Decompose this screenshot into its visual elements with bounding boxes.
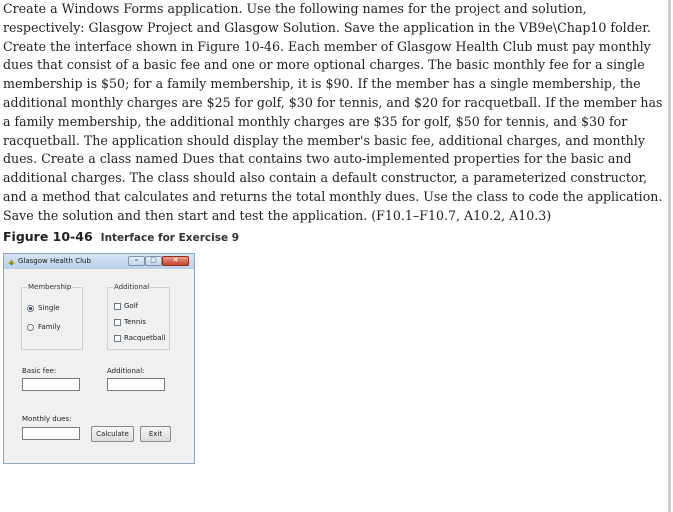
exercise-paragraph: Create a Windows Forms application. Use the following names for the project and solution, respectively: Glasgow Project and Glasgow Solution. Save the application in the VB9e\Chap10 folder. Create the interface shown in Figure 10-46. Each member of Glasgow Health Club must pay monthly dues that consist of a basic fee and one or more optional charges. The basic monthly fee for a single membership is $50; for a family membership, it is $90. If the member has a single membership, the additional monthly charges are $25 for golf, $30 for tennis, and $20 for racquetball. If the member has a family membership, the additional monthly charges are $35 for golf, $50 for tennis, and $30 for racquetball. The application should display the member's basic fee, additional charges, and monthly dues. Create a class named Dues that contains two auto-implemented properties for the basic and additional charges. The class should also contain a default constructor, a parameterized constructor, and a method that calculates and returns the total monthly dues. Use the class to code the application. Save the solution and then start and test the application. (F10.1–F10.7, A10.2, A10.3) bbox=[3, 1, 663, 223]
maximize-icon: □ bbox=[150, 256, 157, 264]
figure-label: Figure 10-46 bbox=[3, 229, 93, 244]
minimize-button[interactable] bbox=[128, 256, 145, 266]
membership-group-title: Membership bbox=[28, 283, 72, 291]
figure-caption: Interface for Exercise 9 bbox=[100, 232, 240, 244]
window-title: Glasgow Health Club bbox=[18, 257, 91, 265]
monthly-dues-label: Monthly dues: bbox=[22, 415, 72, 423]
single-radio-label[interactable]: Single bbox=[38, 304, 60, 312]
basic-fee-output bbox=[22, 378, 80, 391]
figure-title bbox=[3, 229, 239, 244]
racquetball-checkbox-label[interactable]: Racquetball bbox=[124, 334, 166, 342]
membership-group bbox=[21, 283, 83, 350]
additional-group bbox=[107, 283, 170, 350]
close-button[interactable] bbox=[162, 256, 189, 266]
tennis-checkbox[interactable] bbox=[114, 319, 121, 326]
page-edge-rule bbox=[668, 0, 671, 512]
additional-label: Additional: bbox=[107, 367, 145, 375]
golf-checkbox[interactable] bbox=[114, 303, 121, 310]
maximize-button[interactable] bbox=[145, 256, 162, 266]
basic-fee-label: Basic fee: bbox=[22, 367, 57, 375]
golf-checkbox-label[interactable]: Golf bbox=[124, 302, 139, 310]
tennis-checkbox-label[interactable]: Tennis bbox=[124, 318, 146, 326]
racquetball-checkbox[interactable] bbox=[114, 335, 121, 342]
app-icon bbox=[7, 257, 16, 266]
single-radio[interactable] bbox=[27, 305, 34, 312]
minimize-icon: – bbox=[134, 256, 139, 264]
family-radio[interactable] bbox=[27, 324, 34, 331]
family-radio-label[interactable]: Family bbox=[38, 323, 61, 331]
exit-button[interactable]: Exit bbox=[140, 426, 171, 442]
additional-group-title: Additional bbox=[114, 283, 150, 291]
calculate-button[interactable]: Calculate bbox=[91, 426, 134, 442]
additional-output bbox=[107, 378, 165, 391]
monthly-dues-output bbox=[22, 427, 80, 440]
glasgow-form-window bbox=[3, 253, 195, 464]
window-titlebar[interactable] bbox=[4, 254, 194, 269]
close-icon: ✕ bbox=[172, 256, 179, 264]
